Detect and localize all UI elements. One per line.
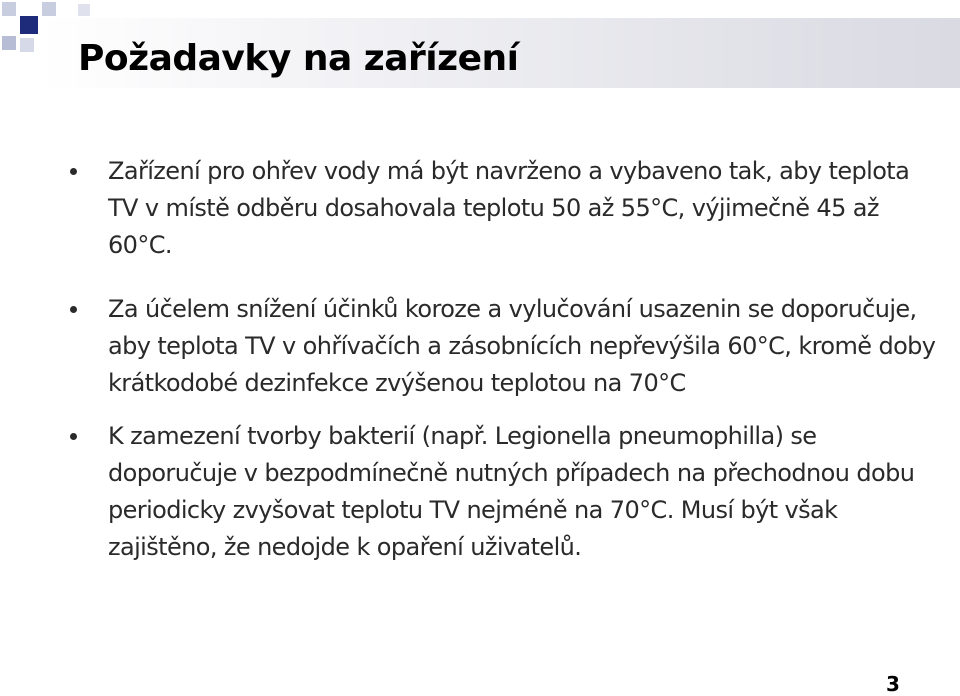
slide-title: Požadavky na zařízení bbox=[78, 38, 519, 79]
deco-square-light bbox=[42, 2, 56, 16]
bullet-list bbox=[70, 153, 940, 593]
bullet-item bbox=[70, 418, 940, 566]
bullet-dot-icon bbox=[70, 433, 77, 440]
bullet-dot-icon bbox=[70, 306, 77, 313]
bullet-text: Zařízení pro ohřev vody má být navrženo a vybaveno tak, aby teplota TV v místě odběru dosahovala teplotu 50 až 55°C, výjimečně 45 až 60°C. bbox=[108, 157, 910, 259]
bullet-dot-icon bbox=[70, 168, 77, 175]
deco-square-light bbox=[2, 36, 16, 50]
bullet-item bbox=[70, 291, 940, 402]
page-number: 3 bbox=[886, 672, 900, 696]
bullet-text: Za účelem snížení účinků koroze a vylučování usazenin se doporučuje, aby teplota TV v ohřívačích a zásobnících nepřevýšila 60°C, kromě doby krátkodobé dezinfekce zvýšenou teplotou na 70°C bbox=[108, 295, 936, 397]
deco-square-light bbox=[78, 4, 90, 16]
bullet-text: K zamezení tvorby bakterií (např. Legionella pneumophilla) se doporučuje v bezpodmínečně nutných případech na přechodnou dobu periodicky zvyšovat teplotu TV nejméně na 70°C. Musí být však zajištěno, že nedojde k opaření uživatelů. bbox=[108, 422, 915, 561]
deco-square-light bbox=[20, 38, 34, 52]
deco-square-light bbox=[2, 2, 16, 16]
deco-square-dark bbox=[20, 16, 38, 34]
bullet-item bbox=[70, 153, 940, 264]
